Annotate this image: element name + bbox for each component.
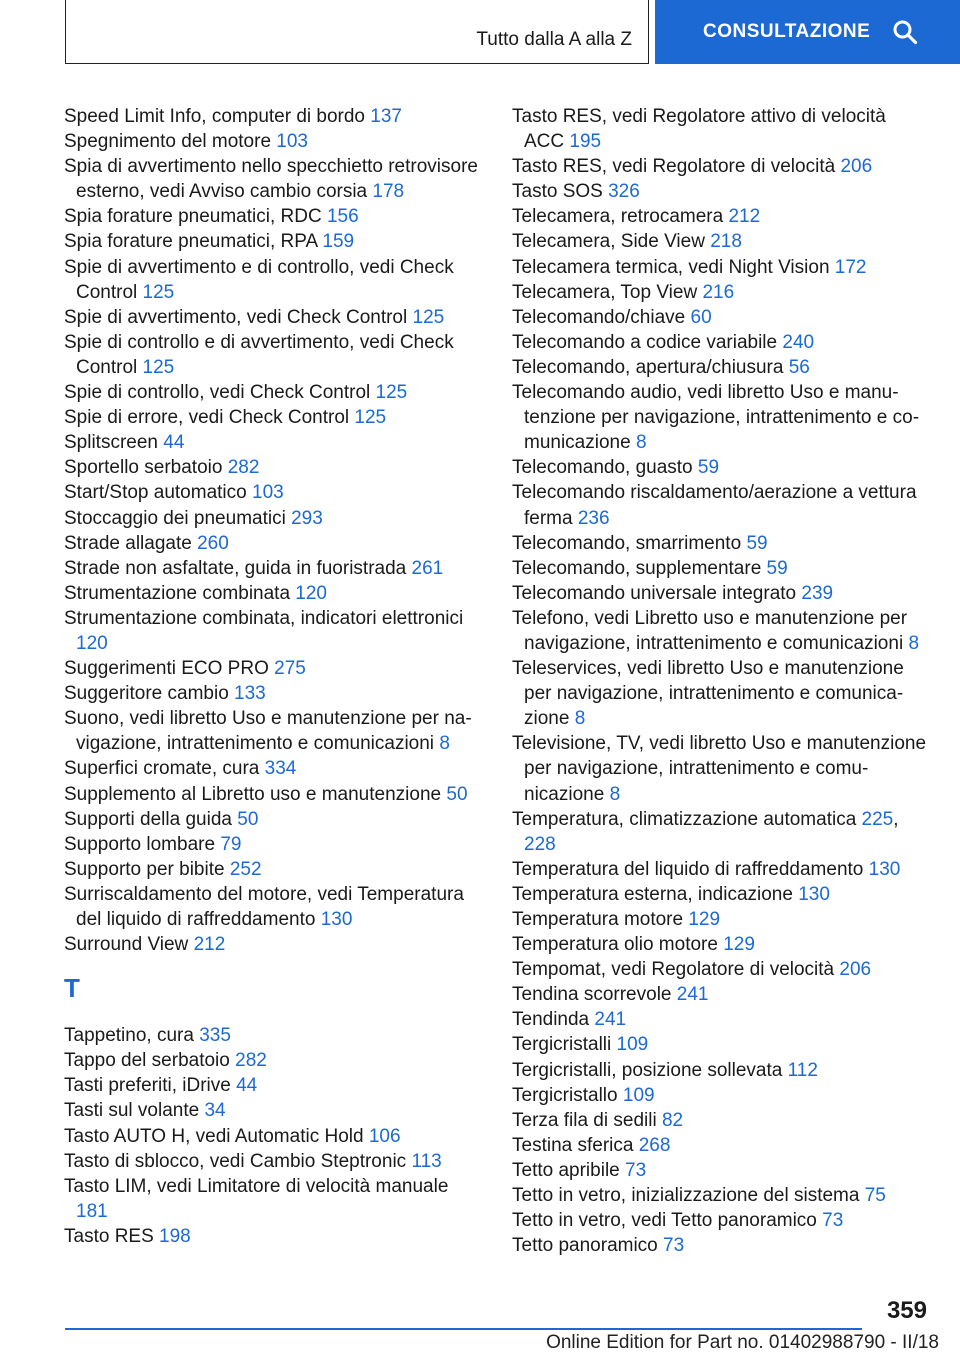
edition-footer: Online Edition for Part no. 01402988790 - II/18 <box>546 1332 939 1353</box>
index-entry-text: Tasto RES <box>64 1225 154 1247</box>
page-reference-link[interactable]: 109 <box>622 1084 655 1106</box>
index-entry-text: Spie di errore, vedi Check Control <box>64 407 350 429</box>
page-reference-link[interactable]: 112 <box>787 1059 818 1081</box>
page-reference-link[interactable]: 195 <box>569 131 602 153</box>
page-reference-link[interactable]: 159 <box>322 231 355 253</box>
index-entry <box>64 455 479 480</box>
index-entry-text: Tempomat, vedi Regolatore di velocità <box>512 959 835 981</box>
index-entry-text: Telecomando a codice variabile <box>512 331 778 353</box>
page-reference-link[interactable]: 335 <box>199 1025 231 1047</box>
index-entry-text: Splitscreen <box>64 432 158 454</box>
index-entry <box>512 229 927 254</box>
index-entry <box>64 857 479 882</box>
index-entry <box>512 1083 927 1108</box>
page-reference-link[interactable]: 106 <box>368 1125 401 1147</box>
index-entry <box>64 1023 479 1048</box>
page-reference-link[interactable]: 275 <box>274 658 306 680</box>
index-entry-text: Telecomando, smarrimento <box>512 532 742 554</box>
index-entry-text: Speed Limit Info, computer di bordo <box>64 106 366 127</box>
index-entry-text: Supporto per bibite <box>64 858 225 880</box>
index-entry-text: Telecomando/chiave <box>512 306 686 328</box>
index-entry-text: Tetto in vetro, vedi Tetto panoramico <box>512 1210 817 1232</box>
header-section-box <box>65 0 649 64</box>
index-entry <box>64 1224 479 1249</box>
index-entry-text: Telecamera, Side View <box>512 231 705 253</box>
index-entry-text: Telecomando, supplementare <box>512 557 762 579</box>
page-reference-link[interactable]: 198 <box>159 1225 191 1247</box>
page-reference-link[interactable]: 241 <box>676 984 709 1006</box>
index-entry <box>512 957 927 982</box>
index-entry <box>64 832 479 857</box>
index-entry-text: Tasto LIM, vedi Limitatore di velocità manuale <box>64 1175 449 1197</box>
index-entry-text: Sportello serbatoio <box>64 457 223 479</box>
index-entry-text: Temperatura del liquido di raffreddamento <box>512 858 864 880</box>
index-entry <box>512 104 927 154</box>
index-entry-text: Tasto RES, vedi Regolatore attivo di velocità ACC <box>512 106 886 153</box>
index-entry <box>512 280 927 305</box>
index-entry-text: Tergicristallo <box>512 1084 618 1106</box>
index-entry <box>512 932 927 957</box>
index-entry <box>512 1233 927 1258</box>
page-reference-link[interactable]: 125 <box>142 356 175 378</box>
index-entry-text: Temperatura motore <box>512 909 684 930</box>
index-column-left <box>64 104 479 1249</box>
index-entry-text: Temperatura esterna, indicazione <box>512 883 793 905</box>
index-entry <box>512 204 927 229</box>
page-reference-link[interactable]: 109 <box>616 1034 649 1056</box>
index-entry-text: Spie di avvertimento, vedi Check Control <box>64 306 408 328</box>
index-entry <box>64 204 479 229</box>
page-reference-link[interactable]: 206 <box>840 156 873 178</box>
index-entry <box>512 1133 927 1158</box>
index-entry <box>64 556 479 581</box>
index-entry <box>64 756 479 781</box>
index-entry-text: Spia forature pneumatici, RDC <box>64 206 322 228</box>
index-entry <box>64 1073 479 1098</box>
page-reference-link[interactable]: 120 <box>76 632 108 654</box>
index-entry-text: Televisione, TV, vedi libretto Uso e manutenzione per navigazione, intrattenimento e comunicazione <box>512 733 927 805</box>
page-reference-link[interactable]: 334 <box>264 758 297 780</box>
index-entry-text: Telecomando, apertura/chiusura <box>512 356 784 378</box>
page-reference-link[interactable]: 130 <box>868 858 901 880</box>
page-reference-link[interactable]: 293 <box>291 507 323 529</box>
index-entry <box>512 656 927 731</box>
page-reference-link[interactable]: 73 <box>625 1159 647 1181</box>
index-entry-text: Tasto RES, vedi Regolatore di velocità <box>512 156 836 178</box>
index-entry-text: Telecomando universale integrato <box>512 582 797 604</box>
consultazione-tab-label: CONSULTAZIONE <box>703 21 871 42</box>
index-entry-text: Supporti della guida <box>64 808 232 830</box>
page-reference-link[interactable]: 56 <box>788 356 810 378</box>
index-entry <box>512 1058 927 1083</box>
index-entry-text: Tetto panoramico <box>512 1235 658 1257</box>
index-entry-text: Tasti preferiti, iDrive <box>64 1075 231 1097</box>
index-entry <box>64 480 479 505</box>
index-entry-text: Start/Stop automatico <box>64 482 247 504</box>
page-reference-link[interactable]: 130 <box>798 883 830 905</box>
page-reference-link[interactable]: 212 <box>193 934 226 956</box>
index-list-s <box>64 104 479 957</box>
index-entry-text: Tetto in vetro, inizializzazione del sistema <box>512 1185 860 1207</box>
page-reference-link[interactable]: 8 <box>908 632 920 654</box>
page-reference-link[interactable]: 129 <box>688 909 721 930</box>
index-entry <box>64 656 479 681</box>
page-reference-link[interactable]: 50 <box>237 808 259 830</box>
footer-divider <box>65 1328 862 1330</box>
page-reference-link[interactable]: 252 <box>229 858 262 880</box>
index-entry-text: Telecomando riscaldamento/aerazione a vettura ferma <box>512 482 917 529</box>
index-entry <box>512 1208 927 1233</box>
index-entry <box>512 330 927 355</box>
page-separator: , <box>893 808 899 830</box>
page-reference-link[interactable]: 282 <box>227 457 260 479</box>
index-list-t-continued <box>512 104 927 1258</box>
page-reference-link[interactable]: 212 <box>728 206 761 228</box>
index-entry <box>512 857 927 882</box>
page-reference-link[interactable]: 240 <box>782 331 815 353</box>
index-entry-text: Temperatura, climatizzazione automatica <box>512 808 857 830</box>
index-entry <box>64 581 479 606</box>
page-reference-link[interactable]: 129 <box>723 934 755 956</box>
index-entry-text: Telecamera termica, vedi Night Vision <box>512 256 830 278</box>
page-reference-link[interactable]: 268 <box>638 1134 671 1156</box>
page-reference-link[interactable]: 172 <box>834 256 867 278</box>
index-entry-text: Strumentazione combinata, indicatori elettronici <box>64 607 464 629</box>
index-entry <box>512 1007 927 1032</box>
page-reference-link[interactable]: 59 <box>766 557 788 579</box>
index-entry <box>512 355 927 380</box>
index-entry <box>64 229 479 254</box>
consultazione-tab[interactable] <box>655 0 960 64</box>
page-number: 359 <box>886 1297 927 1324</box>
index-entry-text: Stoccaggio dei pneumatici <box>64 507 286 529</box>
page-reference-link[interactable]: 326 <box>608 181 640 203</box>
page-reference-link[interactable]: 34 <box>204 1100 226 1122</box>
page-reference-link[interactable]: 206 <box>839 959 872 981</box>
page-reference-link[interactable]: 125 <box>375 382 408 404</box>
index-entry <box>64 531 479 556</box>
index-entry-text: Tergicristalli, posizione sollevata <box>512 1059 783 1081</box>
page-reference-link[interactable]: 120 <box>295 582 327 604</box>
index-entry-text: Spia di avvertimento nello specchietto retrovisore esterno, vedi Avviso cambio corsia <box>64 156 478 203</box>
index-entry <box>512 305 927 330</box>
index-entry-text: Telecomando, guasto <box>512 457 693 479</box>
index-entry-text: Telefono, vedi Libretto uso e manutenzione per navigazione, intrattenimento e comunicazioni <box>512 607 908 654</box>
index-entry <box>512 255 927 280</box>
page-reference-link[interactable]: 218 <box>710 231 742 253</box>
index-entry-text: Spie di controllo, vedi Check Control <box>64 382 371 404</box>
page-reference-link[interactable]: 133 <box>234 683 266 705</box>
index-entry-text: Suono, vedi libretto Uso e manutenzione per navigazione, intrattenimento e comunicazioni <box>64 708 472 755</box>
page-reference-link[interactable]: 236 <box>577 507 610 529</box>
index-entry <box>512 982 927 1007</box>
index-entry <box>64 330 479 380</box>
page-reference-link[interactable]: 228 <box>524 833 556 855</box>
page-reference-link[interactable]: 103 <box>252 482 284 504</box>
page-reference-link[interactable]: 225 <box>861 808 894 830</box>
index-entry-text: Telecomando audio, vedi libretto Uso e manutenzione per navigazione, intrattenimento e comunicazione <box>512 382 920 454</box>
index-entry <box>64 932 479 957</box>
page-reference-link[interactable]: 113 <box>411 1150 442 1172</box>
page-reference-link[interactable]: 216 <box>702 281 735 303</box>
page-reference-link[interactable]: 260 <box>197 532 229 554</box>
page-reference-link[interactable]: 8 <box>574 708 586 730</box>
page-reference-link[interactable]: 59 <box>746 532 768 554</box>
page-reference-link[interactable]: 125 <box>142 281 175 303</box>
page-reference-link[interactable]: 50 <box>446 783 468 805</box>
index-entry <box>64 405 479 430</box>
index-entry-text: Tappetino, cura <box>64 1025 194 1047</box>
index-entry-text: Spie di controllo e di avvertimento, vedi Check Control <box>64 331 454 378</box>
index-entry <box>64 255 479 305</box>
page-reference-link[interactable]: 44 <box>163 432 185 454</box>
index-entry <box>512 455 927 480</box>
page-reference-link[interactable]: 137 <box>370 106 402 127</box>
index-entry-text: Terza fila di sedili <box>512 1109 657 1131</box>
index-entry <box>512 907 927 932</box>
index-entry-text: Superfici cromate, cura <box>64 758 260 780</box>
page-reference-link[interactable]: 156 <box>326 206 359 228</box>
index-list-t <box>64 1023 479 1249</box>
index-entry <box>64 882 479 932</box>
index-entry <box>64 380 479 405</box>
index-entry <box>512 531 927 556</box>
index-entry <box>64 782 479 807</box>
index-entry <box>64 681 479 706</box>
index-entry <box>512 882 927 907</box>
index-entry-text: Surriscaldamento del motore, vedi Temperatura del liquido di raffreddamento <box>64 883 464 930</box>
index-entry <box>512 807 927 857</box>
index-entry-text: Tergicristalli <box>512 1034 612 1056</box>
page-reference-link[interactable]: 60 <box>690 306 712 328</box>
page-reference-link[interactable]: 125 <box>354 407 387 429</box>
index-entry <box>512 1108 927 1133</box>
index-entry-text: Spegnimento del motore <box>64 131 272 153</box>
index-entry <box>64 1048 479 1073</box>
index-entry <box>64 706 479 756</box>
index-entry <box>512 731 927 806</box>
index-entry <box>64 305 479 330</box>
index-entry <box>64 104 479 129</box>
index-entry-text: Spie di avvertimento e di controllo, vedi Check Control <box>64 256 454 303</box>
page-reference-link[interactable]: 59 <box>697 457 720 479</box>
index-entry <box>64 129 479 154</box>
index-entry <box>64 430 479 455</box>
index-entry-text: Strade non asfaltate, guida in fuoristrada <box>64 557 407 579</box>
index-entry <box>64 1174 479 1224</box>
index-entry <box>512 1032 927 1057</box>
index-entry-text: Supplemento al Libretto uso e manutenzione <box>64 783 442 805</box>
index-entry <box>512 581 927 606</box>
page-reference-link[interactable]: 241 <box>594 1009 627 1031</box>
index-entry-text: Tasto AUTO H, vedi Automatic Hold <box>64 1125 364 1147</box>
page-reference-link[interactable]: 239 <box>801 582 834 604</box>
index-entry <box>64 1124 479 1149</box>
index-entry <box>64 606 479 656</box>
page-reference-link[interactable]: 8 <box>635 432 647 454</box>
index-entry <box>64 506 479 531</box>
index-entry <box>64 1149 479 1174</box>
index-column-right <box>512 104 927 1258</box>
index-entry-text: Tendinda <box>512 1009 590 1031</box>
index-entry <box>512 380 927 455</box>
index-entry-text: Telecamera, Top View <box>512 281 698 303</box>
page-reference-link[interactable]: 125 <box>412 306 445 328</box>
page-reference-link[interactable]: 73 <box>822 1210 844 1232</box>
index-entry <box>64 1098 479 1123</box>
page-reference-link[interactable]: 82 <box>661 1109 684 1131</box>
section-title: Tutto dalla A alla Z <box>476 29 632 50</box>
page-reference-link[interactable]: 79 <box>220 833 242 855</box>
index-entry <box>64 154 479 204</box>
index-entry-text: Testina sferica <box>512 1134 634 1156</box>
search-icon[interactable] <box>892 19 918 45</box>
index-entry-text: Teleservices, vedi libretto Uso e manutenzione per navigazione, intrattenimento e comunicazione <box>512 658 904 730</box>
index-entry-text: Tasto di sblocco, vedi Cambio Steptronic <box>64 1150 407 1172</box>
index-entry <box>512 1183 927 1208</box>
index-entry <box>512 606 927 656</box>
page-reference-link[interactable]: 181 <box>76 1200 108 1222</box>
index-entry-text: Strumentazione combinata <box>64 582 291 604</box>
index-entry-text: Strade allagate <box>64 532 192 554</box>
index-entry-text: Surround View <box>64 934 189 956</box>
index-entry-text: Temperatura olio motore <box>512 934 718 956</box>
index-entry-text: Suggeritore cambio <box>64 683 229 705</box>
index-entry-text: Suggerimenti ECO PRO <box>64 658 269 680</box>
index-entry <box>64 807 479 832</box>
page-reference-link[interactable]: 178 <box>372 181 405 203</box>
page-reference-link[interactable]: 44 <box>236 1075 258 1097</box>
index-entry <box>512 480 927 530</box>
index-entry-text: Supporto lombare <box>64 833 216 855</box>
index-entry <box>512 179 927 204</box>
page-reference-link[interactable]: 261 <box>411 557 444 579</box>
page-reference-link[interactable]: 8 <box>439 733 450 755</box>
index-entry-text: Tasti sul volante <box>64 1100 200 1122</box>
index-entry-text: Tendina scorrevole <box>512 984 672 1006</box>
page-reference-link[interactable]: 282 <box>235 1050 267 1072</box>
index-entry-text: Tasto SOS <box>512 181 603 203</box>
index-entry <box>512 1158 927 1183</box>
page-reference-link[interactable]: 75 <box>864 1185 886 1207</box>
index-entry-text: Telecamera, retrocamera <box>512 206 724 228</box>
page-reference-link[interactable]: 103 <box>276 131 308 153</box>
index-entry <box>512 154 927 179</box>
index-entry <box>512 556 927 581</box>
page-reference-link[interactable]: 8 <box>609 783 621 805</box>
page-reference-link[interactable]: 130 <box>320 909 353 930</box>
index-entry-text: Tetto apribile <box>512 1159 620 1181</box>
section-letter-t: T <box>64 973 80 1004</box>
index-entry-text: Spia forature pneumatici, RPA <box>64 231 318 253</box>
page-reference-link[interactable]: 73 <box>663 1235 685 1257</box>
index-entry-text: Tappo del serbatoio <box>64 1050 230 1072</box>
